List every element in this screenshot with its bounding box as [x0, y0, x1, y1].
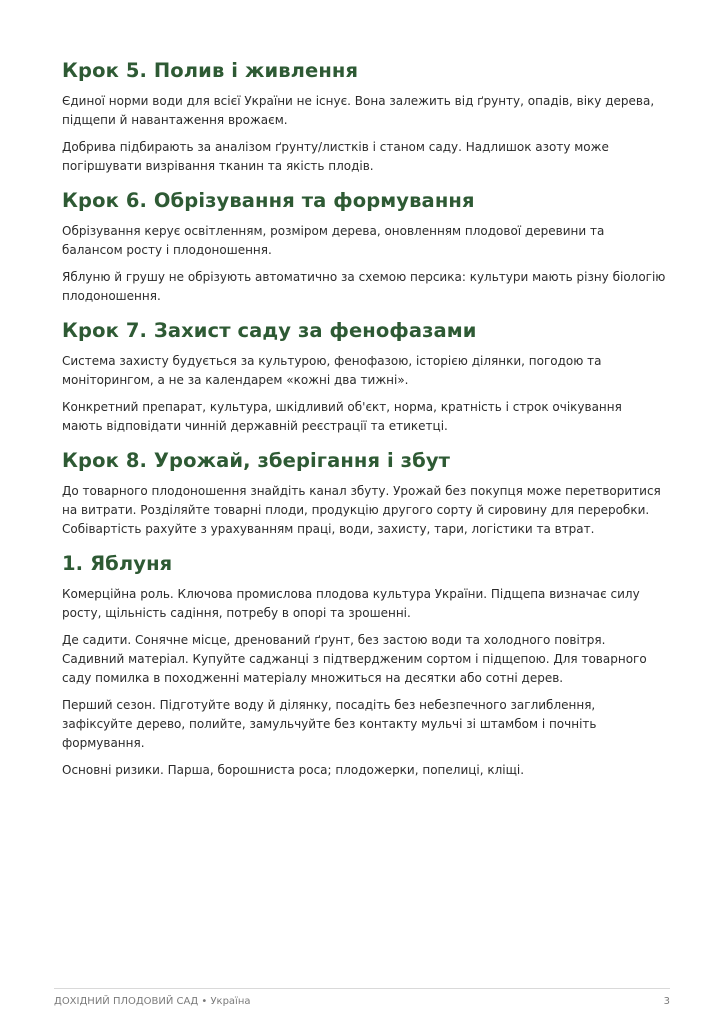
paragraph: Яблуню й грушу не обрізують автоматично за схемою персика: культури мають різну біологію плодоношення. — [62, 270, 666, 303]
paragraph: Система захисту будується за культурою, фенофазою, історією ділянки, погодою та моніторингом, а не за календарем «кожні два тижні». — [62, 354, 602, 387]
paragraph: Добрива підбирають за аналізом ґрунту/листків і станом саду. Надлишок азоту може погіршувати визрівання тканин та якість плодів. — [62, 140, 609, 173]
section-step-6 — [62, 188, 666, 306]
section-step-5 — [62, 58, 666, 176]
paragraph: До товарного плодоношення знайдіть канал збуту. Урожай без покупця може перетворитися на витрати. Розділяйте товарні плоди, продукцію другого сорту й сировину для переробки. Собівартість рахуйте з урахуванням праці, води, захисту, тари, логістики та втрат. — [62, 484, 661, 536]
page-number: 3 — [663, 996, 670, 1007]
page-footer — [54, 988, 670, 1008]
footer-title: ДОХІДНИЙ ПЛОДОВИЙ САД • Україна — [54, 996, 251, 1007]
document-page — [62, 58, 666, 792]
section-step-8 — [62, 448, 666, 539]
paragraph: Конкретний препарат, культура, шкідливий об'єкт, норма, кратність і строк очікування мають відповідати чинній державній реєстрації та етикетці. — [62, 400, 622, 433]
section-step-7 — [62, 318, 666, 436]
paragraph: Де садити. Сонячне місце, дренований ґрунт, без застою води та холодного повітря. Садивний матеріал. Купуйте саджанці з підтвердженим сортом і підщепою. Для товарного саду помилка в походженні матеріалу множиться на десятки або сотні дерев. — [62, 633, 647, 685]
section-heading: 1. Яблуня — [62, 552, 173, 575]
section-heading: Крок 5. Полив і живлення — [62, 59, 359, 82]
section-heading: Крок 6. Обрізування та формування — [62, 189, 475, 212]
section-apple — [62, 551, 666, 780]
section-heading: Крок 7. Захист саду за фенофазами — [62, 319, 477, 342]
paragraph: Обрізування керує освітленням, розміром дерева, оновленням плодової деревини та балансом росту і плодоношення. — [62, 224, 605, 257]
paragraph: Основні ризики. Парша, борошниста роса; плодожерки, попелиці, кліщі. — [62, 763, 525, 777]
paragraph: Єдиної норми води для всієї України не існує. Вона залежить від ґрунту, опадів, віку дерева, підщепи й навантаження врожаєм. — [62, 94, 655, 127]
section-heading: Крок 8. Урожай, зберігання і збут — [62, 449, 451, 472]
paragraph: Комерційна роль. Ключова промислова плодова культура України. Підщепа визначає силу росту, щільність садіння, потребу в опорі та зрошенні. — [62, 587, 640, 620]
paragraph: Перший сезон. Підготуйте воду й ділянку, посадіть без небезпечного заглиблення, зафіксуйте дерево, полийте, замульчуйте без контакту мульчі зі штамбом і почніть формування. — [62, 698, 597, 750]
